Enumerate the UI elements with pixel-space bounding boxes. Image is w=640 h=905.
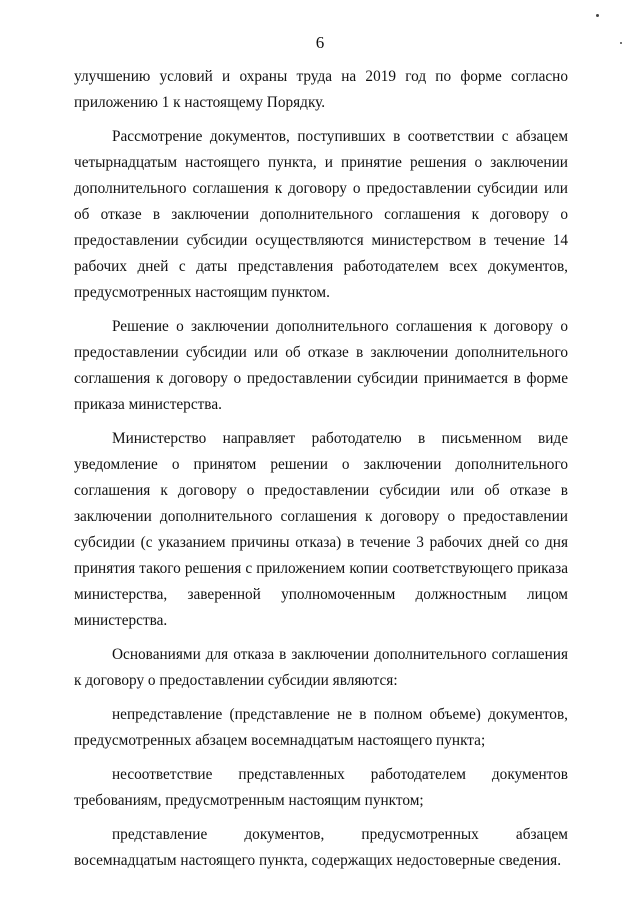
list-item-false-information: представление документов, предусмотренных абзацем восемнадцатым настоящего пункта, содержащих недостоверные сведения. — [74, 826, 568, 869]
paragraph-refusal-grounds: Основаниями для отказа в заключении дополнительного соглашения к договору о предоставлении субсидии являются: — [74, 646, 568, 689]
page-number: 6 — [315, 33, 325, 52]
paragraph-continuation: улучшению условий и охраны труда на 2019 год по форме согласно приложению 1 к настоящему Порядку. — [74, 68, 568, 111]
list-item-non-submission: непредставление (представление не в полном объеме) документов, предусмотренных абзацем восемнадцатым настоящего пункта; — [74, 706, 568, 749]
list-item-non-compliance: несоответствие представленных работодателем документов требованиям, предусмотренным настоящим пунктом; — [74, 766, 568, 809]
document-body — [74, 64, 568, 882]
paragraph-decision-form: Решение о заключении дополнительного соглашения к договору о предоставлении субсидии или об отказе в заключении дополнительного соглашения к договору о предоставлении субсидии принимается в форме приказа министерства. — [74, 318, 568, 413]
paragraph-notification: Министерство направляет работодателю в письменном виде уведомление о принятом решении о заключении дополнительного соглашения к договору о предоставлении субсидии или об отказе в заключении дополнительного соглашения к договору о предоставлении субсидии (с указанием причины отказа) в течение 3 рабочих дней со дня принятия такого решения с приложением копии соответствующего приказа министерства, заверенной уполномоченным должностным лицом министерства. — [74, 430, 568, 629]
paragraph-review-documents: Рассмотрение документов, поступивших в соответствии с абзацем четырнадцатым настоящего пункта, и принятие решения о заключении дополнительного соглашения к договору о предоставлении субсидии или об отказе в заключении дополнительного соглашения к договору о предоставлении субсидии осуществляются министерством в течение 14 рабочих дней с даты представления работодателем всех документов, предусмотренных настоящим пунктом. — [74, 128, 568, 301]
